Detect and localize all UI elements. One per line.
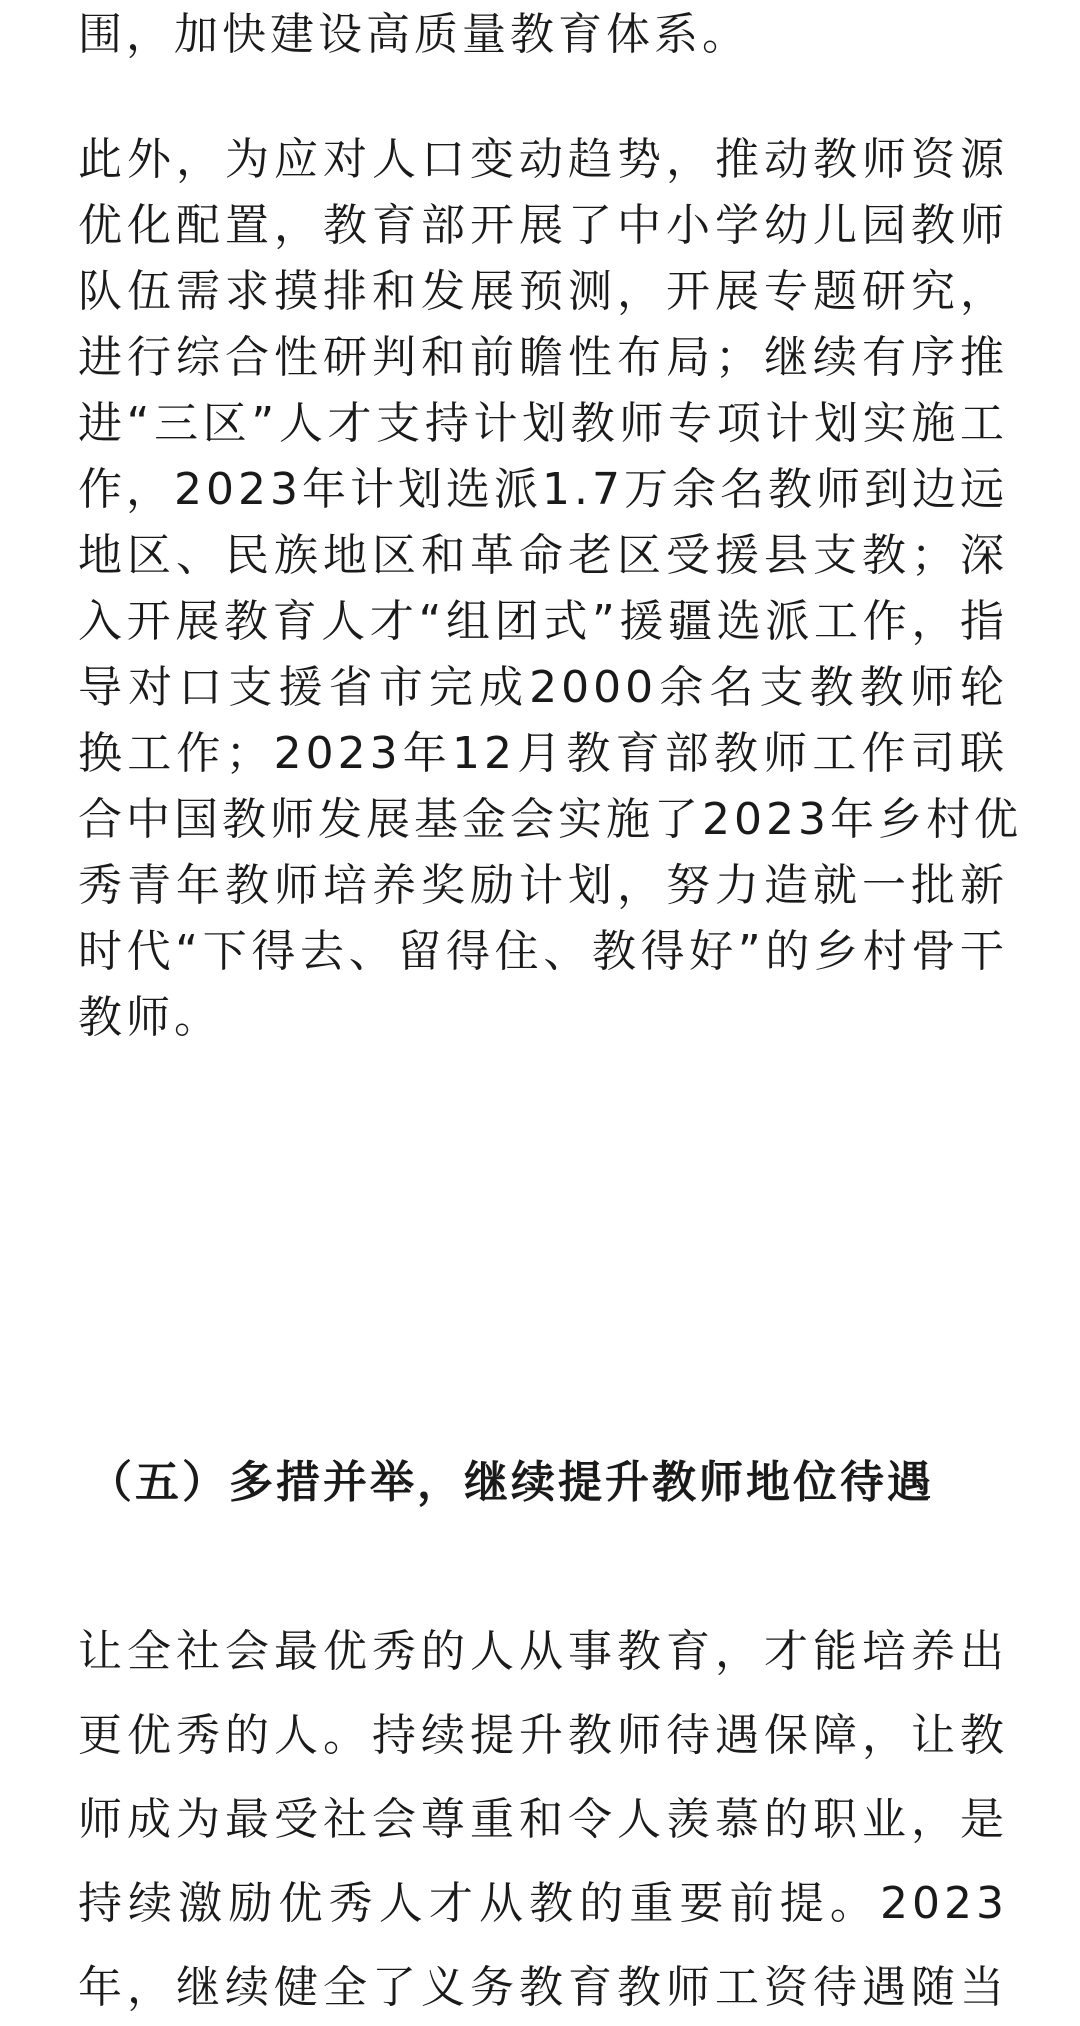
text-line: 进行综合性研判和前瞻性布局；继续有序推 (78, 332, 1008, 383)
text-line: 时代“下得去、留得住、教得好”的乡村骨干 (78, 926, 1008, 977)
text-line: 教师。 (78, 992, 222, 1043)
text-line: 持续激励优秀人才从教的重要前提。2023 (78, 1878, 1008, 1929)
text-line: 更优秀的人。持续提升教师待遇保障，让教 (78, 1710, 1008, 1761)
text-line: 合中国教师发展基金会实施了2023年乡村优 (78, 794, 1022, 845)
text-line: 年，继续健全了义务教育教师工资待遇随当 (78, 1962, 1008, 2013)
text-line: 让全社会最优秀的人从事教育，才能培养出 (78, 1626, 1008, 1677)
text-line: 进“三区”人才支持计划教师专项计划实施工 (78, 398, 1008, 449)
text-line: 作，2023年计划选派1.7万余名教师到边远 (78, 464, 1008, 515)
text-line: 优化配置，教育部开展了中小学幼儿园教师 (78, 200, 1008, 251)
text-line: 秀青年教师培养奖励计划，努力造就一批新 (78, 860, 1008, 911)
text-line: 围，加快建设高质量教育体系。 (78, 9, 750, 60)
text-line: 换工作；2023年12月教育部教师工作司联 (78, 728, 1008, 779)
text-line: 入开展教育人才“组团式”援疆选派工作，指 (78, 596, 1008, 647)
text-line: 导对口支援省市完成2000余名支教教师轮 (78, 662, 1008, 713)
text-line: 队伍需求摸排和发展预测，开展专题研究， (78, 266, 1008, 317)
text-line: 地区、民族地区和革命老区受援县支教；深 (78, 530, 1008, 581)
text-line: 此外，为应对人口变动趋势，推动教师资源 (78, 134, 1008, 185)
text-line: 师成为最受社会尊重和令人羡慕的职业，是 (78, 1794, 1008, 1845)
section-heading: （五）多措并举，继续提升教师地位待遇 (88, 1457, 934, 1508)
